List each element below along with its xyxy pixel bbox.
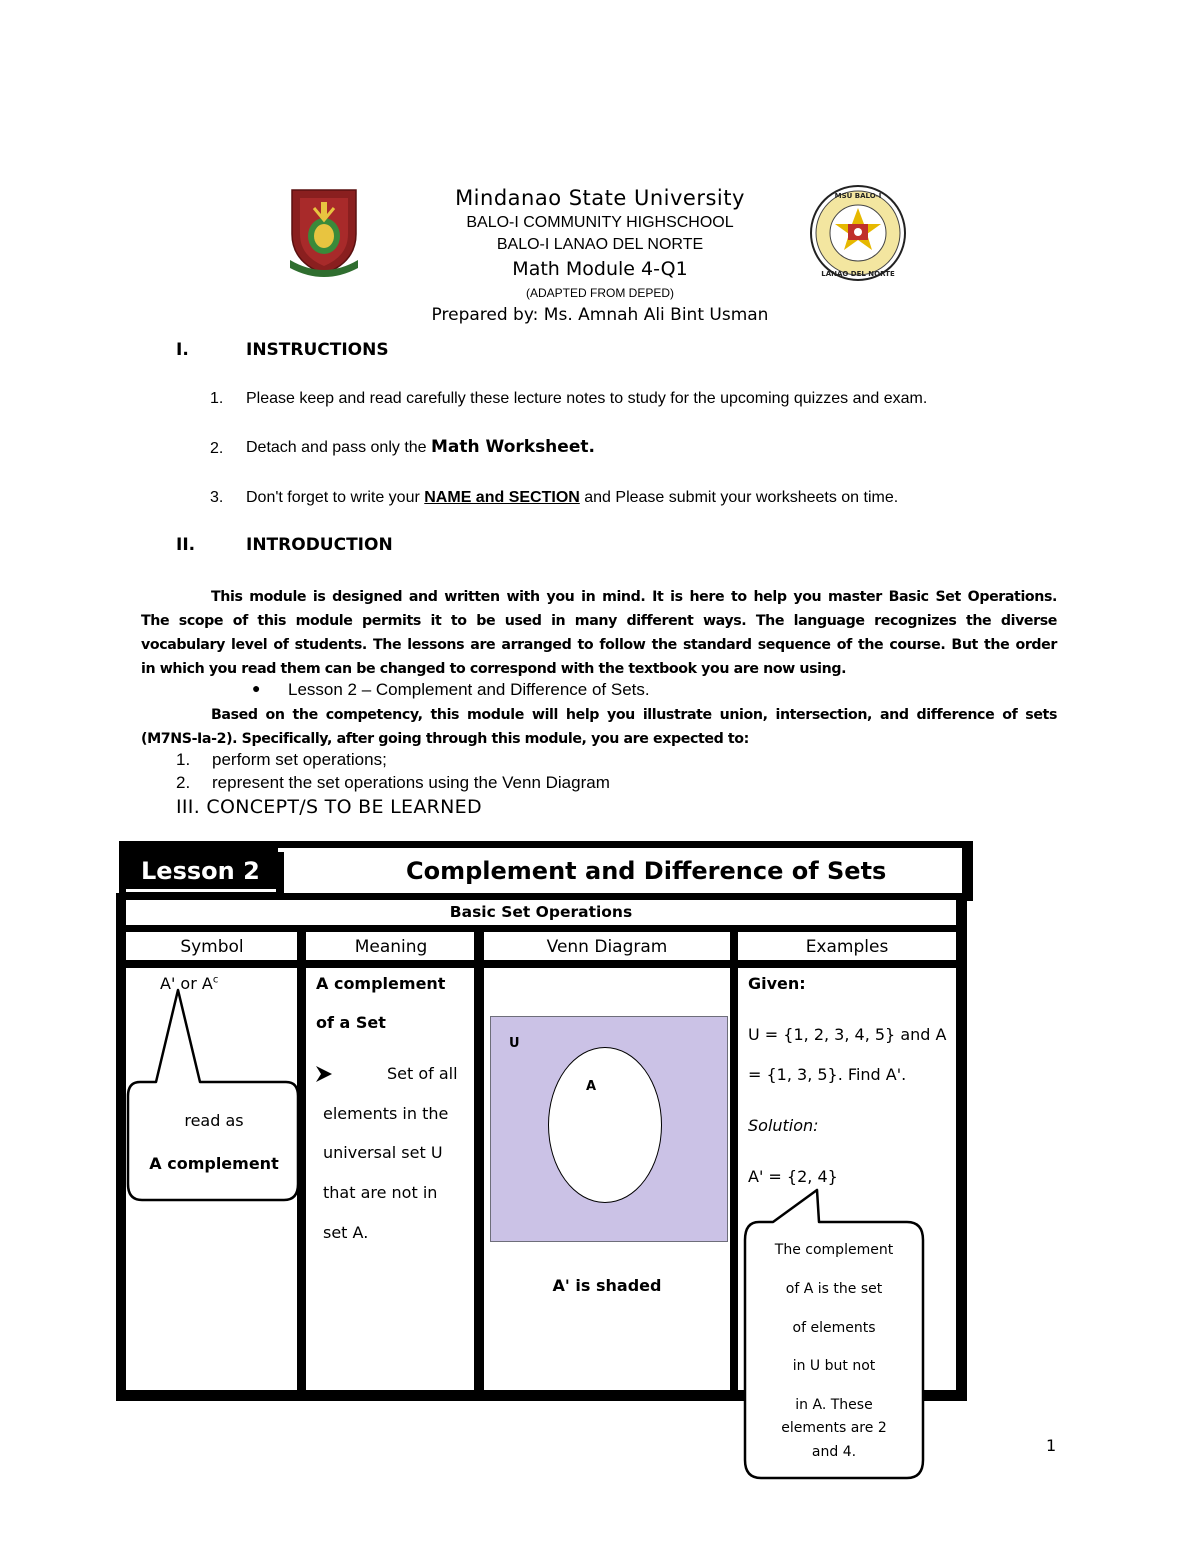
meaning-text-line: that are not in (323, 1183, 438, 1202)
instruction-1-text: Please keep and read carefully these lecture notes to study for the upcoming quizzes and exam. (246, 390, 928, 407)
introduction-paragraph (141, 585, 1057, 681)
venn-set-a-circle (548, 1047, 662, 1203)
table-title: Basic Set Operations (449, 903, 633, 921)
introduction-heading: INTRODUCTION (246, 535, 393, 555)
lesson-title: Complement and Difference of Sets (406, 857, 887, 885)
objective-2-number: 2. (176, 773, 191, 792)
column-header-symbol: Symbol (180, 937, 244, 957)
table-top-border (116, 893, 967, 900)
example-callout-line: of A is the set (785, 1281, 883, 1297)
competency-line: (M7NS-Ia-2). Specifically, after going through this module, you are expected to: (141, 731, 749, 747)
introduction-number: II. (176, 535, 196, 555)
name-and-section-label: NAME and SECTION (424, 489, 580, 506)
column-divider (730, 932, 738, 1392)
example-solution-label: Solution: (748, 1116, 819, 1135)
example-callout-line: in U but not (792, 1358, 876, 1374)
example-line-1: U = {1, 2, 3, 4, 5} and A (748, 1025, 947, 1044)
lesson-label: Lesson 2 (141, 857, 260, 885)
example-answer: A' = {2, 4} (748, 1167, 838, 1186)
example-callout-line: elements are 2 (781, 1420, 887, 1436)
school-seal-lettering: MSU BALO-I (834, 192, 882, 200)
frame-top (119, 841, 973, 848)
frame-left-top (119, 841, 126, 899)
module-title: Math Module 4-Q1 (512, 258, 688, 280)
intro-line: This module is designed and written with you in mind. It is here to help you master Basic Set Operations. (211, 589, 1057, 605)
objective-1-text: perform set operations; (212, 750, 387, 769)
table-right-border (956, 893, 967, 1401)
meaning-heading-line-1: A complement (316, 974, 446, 993)
column-header-meaning: Meaning (354, 937, 428, 957)
instruction-2-number: 2. (210, 440, 224, 457)
example-callout-line: in A. These (795, 1397, 873, 1413)
competency-paragraph (141, 703, 1057, 751)
instruction-3-number: 3. (210, 489, 224, 506)
symbol-callout-line-1: read as (184, 1111, 244, 1130)
prepared-by: Prepared by: Ms. Amnah Ali Bint Usman (431, 305, 769, 325)
arrow-bullet-icon (314, 1064, 334, 1084)
example-given-label: Given: (748, 974, 806, 993)
school-location: BALO-I LANAO DEL NORTE (496, 236, 704, 253)
intro-line: The scope of this module permits it to be used in many different ways. The language recognizes the diverse (141, 613, 1057, 629)
concept-heading: III. CONCEPT/S TO BE LEARNED (176, 796, 482, 818)
page-number: 1 (1046, 1436, 1057, 1455)
competency-line: Based on the competency, this module will help you illustrate union, intersection, and difference of sets (211, 707, 1057, 723)
instruction-1-number: 1. (210, 390, 224, 407)
frame-right-top (962, 841, 973, 901)
venn-universe-label: U (509, 1036, 520, 1051)
example-callout-line: and 4. (811, 1444, 857, 1460)
intro-line: in which you read them can be changed to correspond with the textbook you are now using. (141, 661, 847, 677)
venn-caption: A' is shaded (552, 1276, 662, 1295)
instructions-number: I. (176, 340, 189, 360)
meaning-text-line: elements in the (323, 1104, 449, 1123)
intro-line: vocabulary level of students. The lessons are arranged to follow the standard sequence of the course. But the order (141, 637, 1057, 653)
school-name: BALO-I COMMUNITY HIGHSCHOOL (466, 214, 734, 231)
objective-1-number: 1. (176, 750, 191, 769)
symbol-callout-line-2: A complement (149, 1154, 279, 1173)
example-line-2: = {1, 3, 5}. Find A'. (748, 1065, 907, 1084)
math-worksheet-label: Math Worksheet. (431, 437, 595, 457)
meaning-text-line: set A. (323, 1223, 369, 1242)
svg-text:LANAO DEL NORTE: LANAO DEL NORTE (821, 270, 895, 278)
lesson-bullet-text: Lesson 2 – Complement and Difference of Sets. (288, 680, 650, 699)
meaning-heading-line-2: of a Set (316, 1013, 386, 1032)
column-divider (474, 932, 484, 1392)
example-callout-line: The complement (774, 1242, 894, 1258)
instruction-2-text: Detach and pass only the Math Worksheet. (246, 437, 595, 457)
example-callout-line: of elements (792, 1320, 876, 1336)
objective-2-text: represent the set operations using the Venn Diagram (212, 773, 610, 792)
instructions-heading: INSTRUCTIONS (246, 340, 389, 360)
instruction-3-text: Don't forget to write your NAME and SECTION and Please submit your worksheets on time. (246, 489, 899, 506)
table-left-border (116, 893, 126, 1401)
meaning-text-line: universal set U (323, 1143, 443, 1162)
column-header-venn: Venn Diagram (546, 937, 668, 957)
adapted-note: (ADAPTED FROM DEPED) (525, 286, 674, 300)
complement-symbol: A' or $A^c$ (160, 974, 219, 993)
university-name: Mindanao State University (455, 186, 745, 210)
bullet-icon: ● (252, 680, 261, 696)
meaning-text-line: Set of all (387, 1064, 458, 1083)
column-header-examples: Examples (805, 937, 889, 957)
venn-set-label: A (586, 1079, 597, 1094)
